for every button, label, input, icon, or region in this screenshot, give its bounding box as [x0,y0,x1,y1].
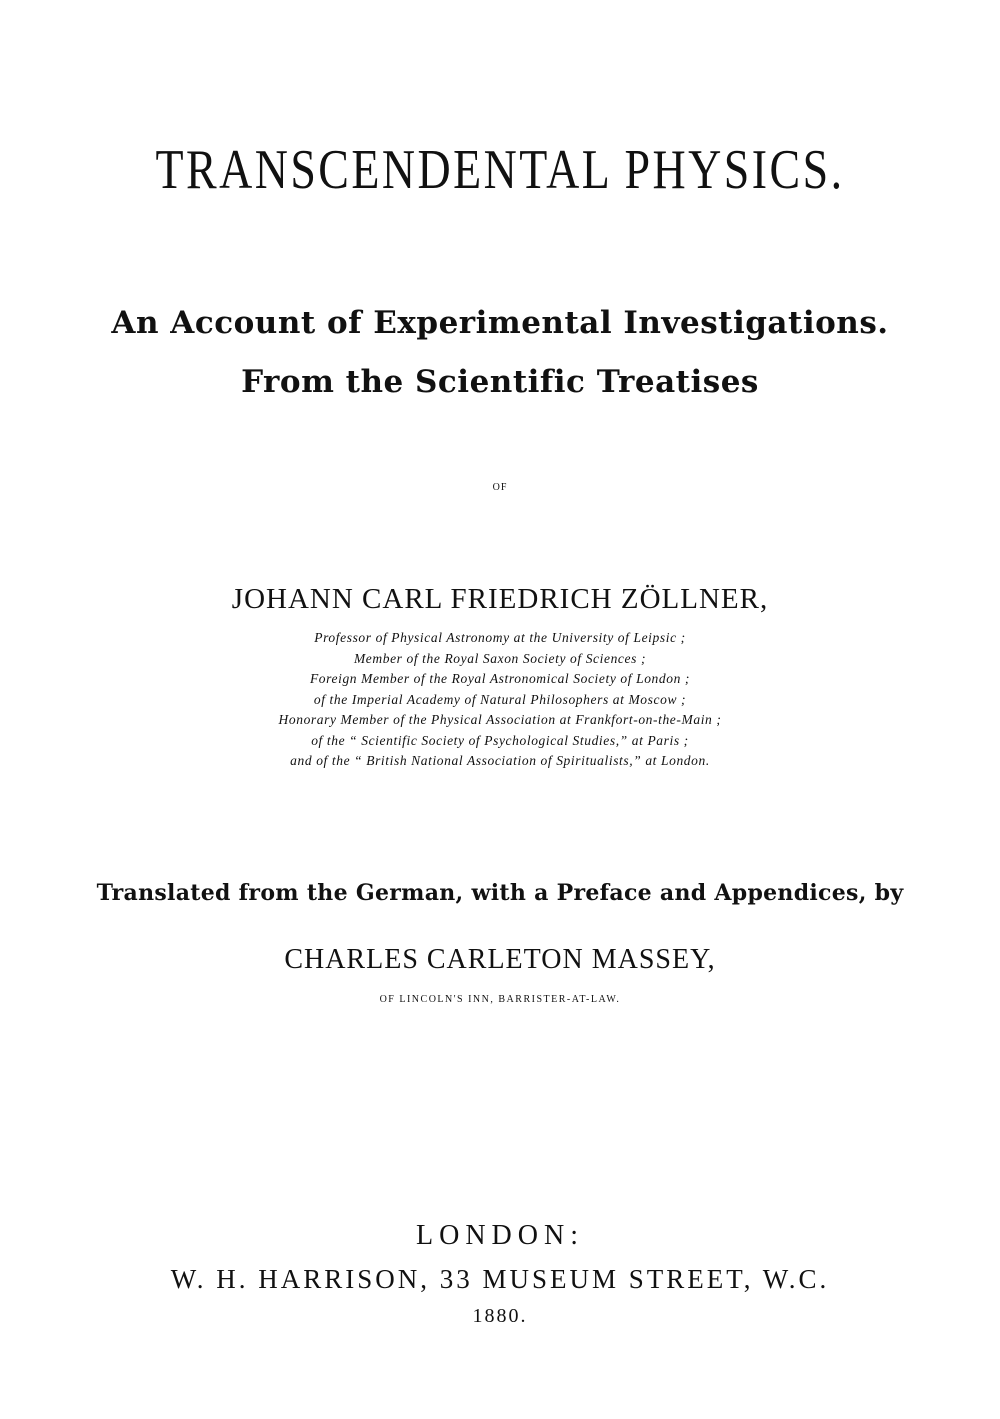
author-credential-line: Honorary Member of the Physical Association at Frankfort-on-the-Main ; [278,712,722,727]
author-credential-line: Professor of Physical Astronomy at the University of Leipsic ; [314,630,686,645]
imprint-year: 1880. [472,1305,528,1327]
translation-note: Translated from the German, with a Preface and Appendices, by [96,880,904,906]
author-credentials [0,628,1000,772]
author-credential-line: and of the “ British National Association of Spiritualists,” at London. [290,753,710,768]
subtitle-line-2: From the Scientific Treatises [241,364,759,400]
author-credential-line: Member of the Royal Saxon Society of Sciences ; [353,650,647,666]
imprint-city: LONDON: [416,1220,584,1251]
subtitle-line-1: An Account of Experimental Investigations. [111,305,889,341]
of-label: OF [492,482,508,493]
author-name: JOHANN CARL FRIEDRICH ZÖLLNER, [231,583,769,615]
author-credential-line: of the Imperial Academy of Natural Philosophers at Moscow ; [313,691,687,707]
author-credential-line: of the “ Scientific Society of Psychological Studies,” at Paris ; [311,732,689,748]
author-credential-line: Foreign Member of the Royal Astronomical Society of London ; [309,671,691,686]
translator-credentials: OF LINCOLN'S INN, BARRISTER-AT-LAW. [379,994,621,1005]
translator-name: CHARLES CARLETON MASSEY, [284,944,716,975]
book-title: TRANSCENDENTAL PHYSICS. [155,139,845,201]
imprint-publisher: W. H. HARRISON, 33 MUSEUM STREET, W.C. [170,1264,830,1294]
